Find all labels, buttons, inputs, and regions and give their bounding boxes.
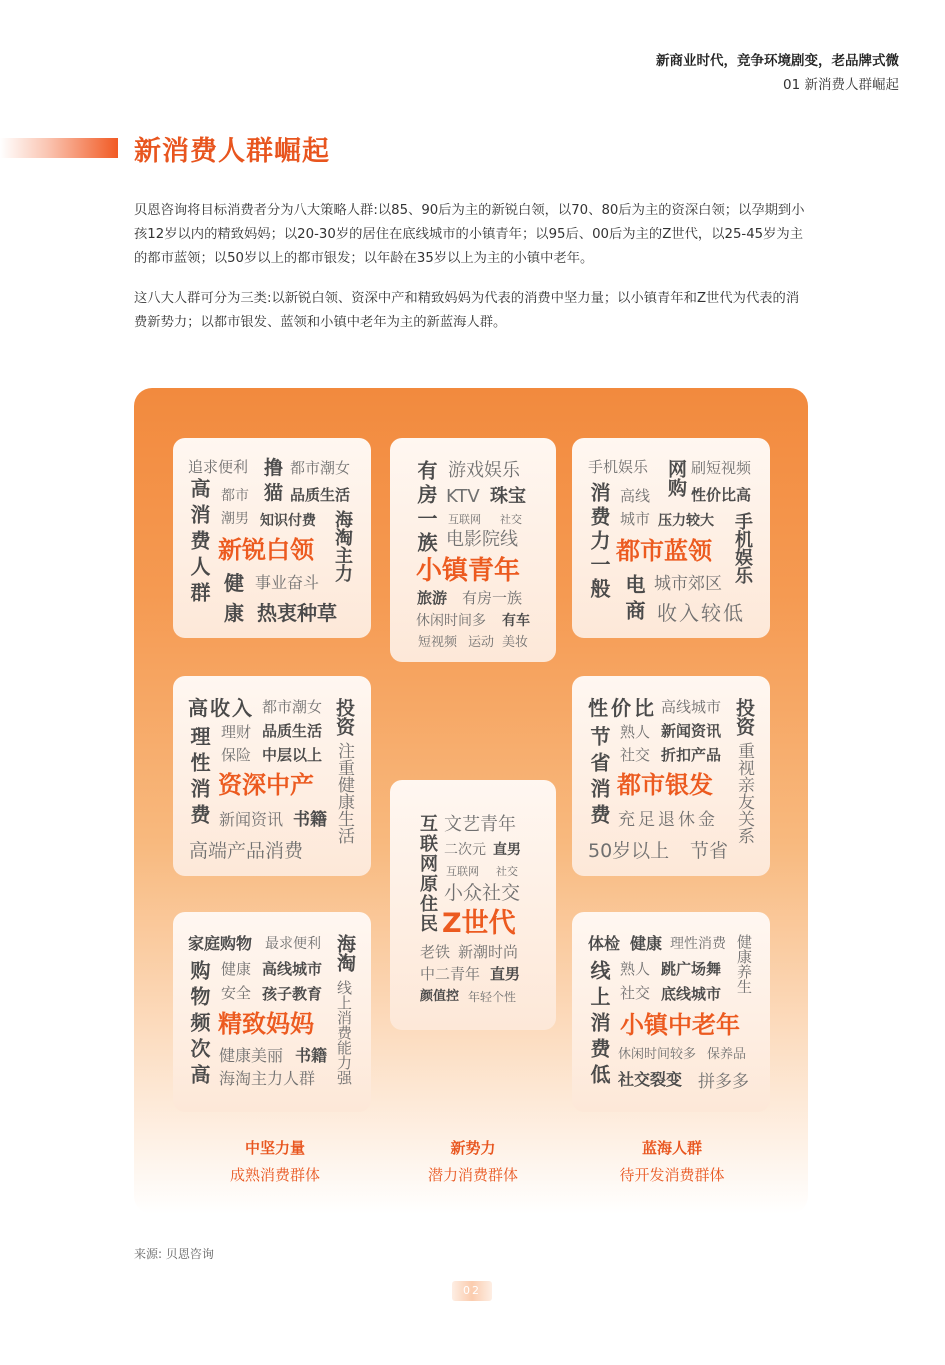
header-title: 新商业时代，竞争环境剧变，老品牌式微 (656, 53, 899, 69)
word: 都市潮女 (262, 698, 323, 716)
word: 健康养生 (735, 934, 753, 994)
word: 社交 (496, 865, 518, 878)
word: 手机娱乐 (588, 458, 649, 476)
word: 充足退休金 (618, 810, 718, 830)
word: 节省 (690, 840, 729, 862)
header-subtitle: 01 新消费人群崛起 (783, 77, 899, 93)
word: 压力较大 (658, 513, 714, 529)
card-name: 资深中产 (218, 771, 314, 799)
card-name: 都市蓝领 (616, 537, 712, 565)
word: 海淘主力 (332, 510, 353, 582)
word: 书籍 (293, 810, 327, 830)
word: 城市 (620, 510, 651, 528)
word: 性价比 (588, 696, 657, 720)
word: 熟人 (620, 960, 651, 978)
word: 都市潮女 (290, 459, 351, 477)
word: 品质生活 (290, 486, 351, 504)
word: 健康 (221, 960, 252, 978)
word: 新闻资讯 (661, 722, 722, 740)
group-title: 中坚力量 (244, 1139, 305, 1157)
word: 孩子教育 (262, 985, 323, 1003)
word: 理性消费 (670, 936, 726, 952)
card-side-text: 消费力一般 (587, 482, 611, 602)
card-side-text: 购物频次高 (187, 960, 211, 1090)
consumer-groups-panel (134, 388, 808, 1214)
page-number: 02 (452, 1281, 492, 1301)
word: 书籍 (295, 1046, 328, 1065)
word: 潮男 (221, 511, 249, 527)
card-dushi-lanling (572, 438, 770, 638)
section-accent-bar (0, 138, 118, 158)
group-title: 蓝海人群 (641, 1139, 702, 1157)
word: 有车 (502, 613, 530, 629)
word: 高线城市 (262, 960, 323, 978)
card-zishen-zhongchan (173, 676, 371, 876)
word: 高端产品消费 (189, 840, 304, 862)
word: 旅游 (417, 589, 448, 607)
word: 追求便利 (188, 458, 249, 476)
word: 美妆 (502, 635, 529, 650)
card-side-text: 节省消费 (587, 726, 611, 830)
word: 理财 (221, 723, 252, 741)
word: 收入较低 (657, 601, 745, 625)
word: 社交 (500, 513, 522, 526)
word: 高线 (620, 487, 651, 505)
card-z-shidai (390, 780, 556, 1030)
word: 小众社交 (444, 882, 521, 904)
word: 康 (224, 601, 244, 625)
word: 性价比高 (691, 486, 752, 504)
word: 熟人 (620, 723, 651, 741)
word: 游戏娱乐 (448, 460, 520, 481)
word: 都市 (221, 488, 249, 504)
word: 网购 (665, 459, 687, 497)
word: 电影院线 (446, 529, 518, 550)
word: 保养品 (707, 1047, 747, 1062)
word: 拼多多 (698, 1072, 749, 1092)
group-title: 新势力 (450, 1139, 496, 1157)
group-desc: 成熟消费群体 (229, 1166, 320, 1184)
groups-paragraph: 这八大人群可分为三类:以新锐白领、资深中产和精致妈妈为代表的消费中坚力量；以小镇青年和Z世代为代表的消费新势力；以都市银发、蓝领和小镇中老年为主的新蓝海人群。 (134, 291, 800, 330)
word: 海淘 (334, 934, 356, 972)
word: 运动 (468, 635, 495, 650)
word: 老铁 (420, 943, 451, 961)
card-name: 都市银发 (617, 771, 713, 799)
group-label-zhongjian (173, 1137, 377, 1185)
word: 注重健康生活 (334, 742, 354, 844)
word: 互联网 (446, 865, 479, 878)
word: 有房一族 (462, 589, 523, 607)
source-note: 来源: 贝恩咨询 (134, 1247, 214, 1261)
word: 投资 (733, 698, 755, 736)
card-xinrui-bailing (173, 438, 371, 638)
word: 猫 (264, 482, 284, 504)
word: 刷短视频 (691, 459, 752, 477)
word: KTV (446, 486, 480, 507)
word: 二次元 (444, 842, 486, 858)
word: 健 (224, 571, 244, 595)
section-title: 新消费人群崛起 (134, 136, 330, 167)
word: 文艺青年 (444, 814, 516, 835)
card-dushi-yinfa (572, 676, 770, 876)
word: 直男 (493, 842, 521, 858)
card-xiaozhen-zhonglaonian (572, 912, 770, 1112)
word: 颜值控 (420, 989, 460, 1004)
word: 重视亲友关系 (734, 742, 754, 844)
word: 中层以上 (262, 746, 323, 764)
word: 直男 (490, 965, 521, 983)
card-name: 小镇青年 (416, 556, 521, 586)
word: 电商 (622, 574, 646, 626)
word: 新潮时尚 (458, 943, 519, 961)
word: 事业奋斗 (255, 573, 320, 592)
word: 热衷种草 (257, 601, 337, 625)
card-name: 精致妈妈 (218, 1010, 314, 1038)
card-name: Z世代 (442, 908, 516, 939)
word: 撸 (264, 457, 284, 479)
word: 社交裂变 (618, 1070, 683, 1089)
word: 休闲时间多 (416, 613, 486, 629)
card-side-text: 有房一族 (414, 460, 438, 556)
word: 中二青年 (420, 965, 481, 983)
word: 理性消费 (187, 726, 211, 830)
intro-paragraph: 贝恩咨询将目标消费者分为八大策略人群:以85、90后为主的新锐白领，以70、80后为主的资深白领；以孕期到小孩12岁以内的精致妈妈；以20-30岁的居住在底线城市的小镇青年；以95后、00后为主的Z世代，以25-45岁为主的都市蓝领；以50岁以上的都市银发；以年龄在35岁以上为主的小镇中老年。 (134, 203, 805, 266)
card-side-text: 互联网原住民 (417, 814, 438, 934)
word: 海淘主力人群 (219, 1069, 316, 1088)
word: 社交 (620, 746, 651, 764)
word: 城市郊区 (654, 574, 722, 594)
word: 珠宝 (490, 486, 526, 507)
word: 社交 (620, 984, 651, 1002)
card-side-text: 高消费人群 (187, 478, 211, 608)
word: 线上消费能力强 (335, 980, 353, 1085)
word: 保险 (221, 746, 252, 764)
card-jingzhi-mama (173, 912, 371, 1112)
word: 健康美丽 (219, 1046, 284, 1065)
word: 健康 (630, 934, 663, 953)
word: 安全 (221, 984, 252, 1002)
word: 年轻个性 (468, 990, 517, 1004)
word: 最求便利 (265, 936, 321, 952)
word: 高线城市 (661, 698, 722, 716)
word: 品质生活 (262, 722, 323, 740)
group-label-xinshili (371, 1137, 575, 1185)
group-desc: 待开发消费群体 (619, 1166, 725, 1184)
word: 新闻资讯 (219, 810, 284, 829)
group-label-lanhai (570, 1137, 774, 1185)
word: 底线城市 (661, 985, 722, 1003)
card-side-text: 线上消费低 (587, 960, 611, 1090)
word: 折扣产品 (661, 746, 722, 764)
word: 家庭购物 (188, 934, 253, 953)
word: 高收入 (188, 696, 254, 720)
card-xiaozhen-qingnian (390, 438, 556, 662)
word: 知识付费 (260, 513, 316, 529)
word: 投资 (333, 698, 355, 736)
word: 体检 (588, 934, 621, 953)
word: 短视频 (418, 635, 458, 650)
word: 手机娱乐 (732, 512, 753, 584)
word: 互联网 (448, 513, 481, 526)
word: 跳广场舞 (661, 960, 722, 978)
word: 休闲时间较多 (618, 1047, 697, 1062)
card-name: 新锐白领 (218, 536, 314, 564)
word: 50岁以上 (588, 840, 670, 862)
card-name: 小镇中老年 (620, 1011, 740, 1039)
group-desc: 潜力消费群体 (427, 1166, 518, 1184)
